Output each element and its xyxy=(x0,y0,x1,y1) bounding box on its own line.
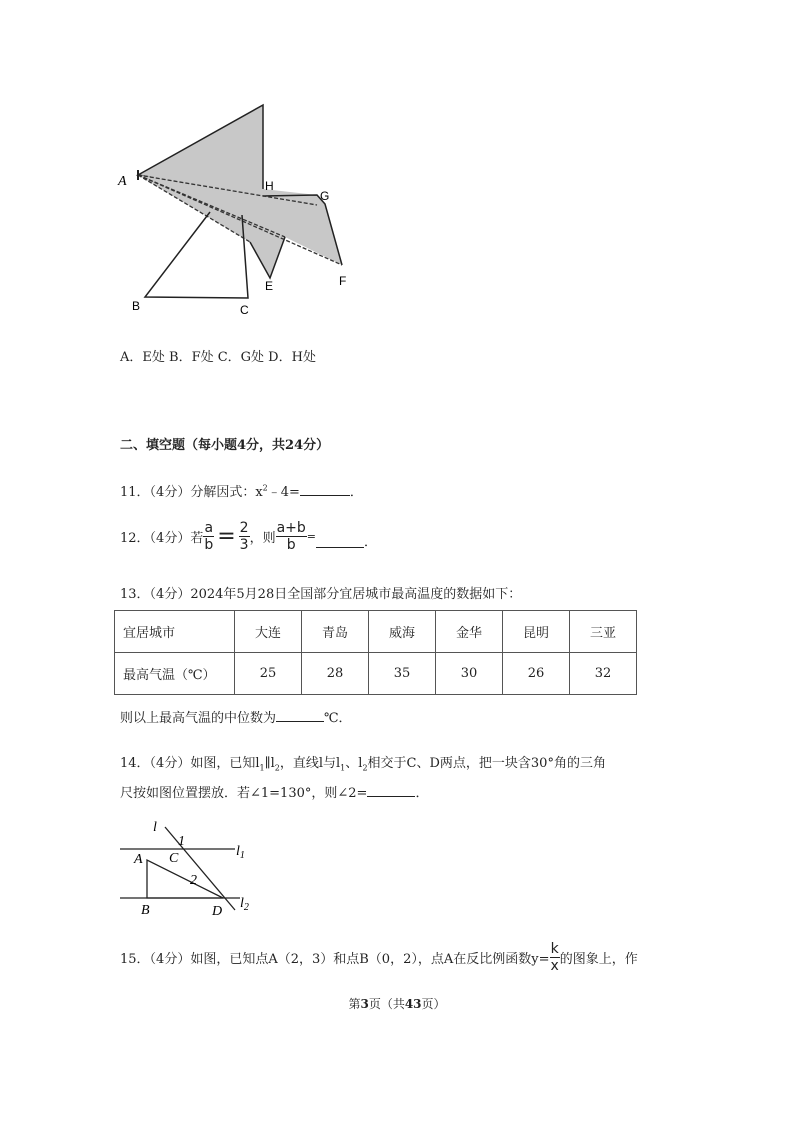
table-cell: 青岛 xyxy=(302,611,369,653)
triangle-ruler xyxy=(147,860,223,898)
label-D: D xyxy=(212,904,223,919)
temperature-table xyxy=(114,610,637,695)
q15-prefix: 15．（4分）如图，已知点A（2，3）和点B（0，2），点A在反比例函数y= xyxy=(120,952,550,967)
q12-prefix: 12．（4分）若 xyxy=(120,531,204,546)
label-A: A xyxy=(134,852,143,867)
table-cell: 35 xyxy=(369,653,436,695)
label-E: E xyxy=(265,279,274,293)
label-C: C xyxy=(240,303,249,317)
q14-line2 xyxy=(120,782,428,801)
l2-sub: 2 xyxy=(243,902,249,913)
q13-blank[interactable] xyxy=(276,709,324,722)
table-cell: 大连 xyxy=(235,611,302,653)
table-row xyxy=(115,611,637,653)
label-G: G xyxy=(320,189,330,203)
q11-end: ． xyxy=(349,485,363,500)
table-cell: 28 xyxy=(302,653,369,695)
label-B: B xyxy=(141,903,150,918)
frac-num: k xyxy=(550,941,559,957)
table-cell: 三亚 xyxy=(570,611,637,653)
q12-frac-ab-b xyxy=(276,520,307,553)
label-angle2: 2 xyxy=(190,873,197,888)
label-l2 xyxy=(240,896,249,913)
table-cell: 最高气温（℃） xyxy=(115,653,235,695)
q11-suffix: ﹣4= xyxy=(267,485,300,500)
footer-text: 页（共 xyxy=(368,997,405,1011)
parallel-lines-figure xyxy=(115,815,265,920)
q14-line1 xyxy=(120,752,606,773)
table-row xyxy=(115,653,637,695)
q14-text: 、l xyxy=(345,756,363,771)
q14-text: ∥l xyxy=(264,756,275,771)
q12-equals: = xyxy=(217,524,236,549)
q13-after-text: 则以上最高气温的中位数为 xyxy=(120,711,277,726)
frac-den: x xyxy=(550,958,559,974)
label-F: F xyxy=(339,274,347,288)
footer-total-pages: 43 xyxy=(404,997,422,1011)
label-A: A xyxy=(118,174,127,189)
frac-num: a xyxy=(204,520,214,536)
frac-num: a+b xyxy=(276,520,306,536)
table-cell: 32 xyxy=(570,653,637,695)
q11-blank[interactable] xyxy=(300,483,350,496)
table-cell: 威海 xyxy=(369,611,436,653)
q12-suffix: = xyxy=(306,530,317,543)
q14-text: ，直线l与l xyxy=(279,756,341,771)
q12-end: ． xyxy=(364,535,378,550)
q12-blank[interactable] xyxy=(316,535,364,548)
table-cell: 25 xyxy=(235,653,302,695)
frac-den: b xyxy=(204,537,214,553)
footer-text: 页） xyxy=(421,997,446,1011)
table-cell: 30 xyxy=(436,653,503,695)
frac-num: 2 xyxy=(239,520,249,536)
q15-frac-k-x xyxy=(549,941,559,974)
frac-den: 3 xyxy=(239,537,249,553)
q13-after xyxy=(120,707,352,726)
q13-unit: ℃． xyxy=(324,711,352,726)
l1-sub: 1 xyxy=(239,850,245,861)
l1-main: l xyxy=(236,844,240,859)
q14-sub: 2 xyxy=(274,763,280,773)
label-C: C xyxy=(169,851,179,866)
q14-blank[interactable] xyxy=(367,784,415,797)
label-l1 xyxy=(236,844,245,861)
table-cell: 宜居城市 xyxy=(115,611,235,653)
label-angle1: 1 xyxy=(178,834,185,849)
q12-frac-2-3 xyxy=(239,520,250,553)
table-cell: 26 xyxy=(503,653,570,695)
q15-suffix: 的图象上，作 xyxy=(559,952,638,967)
q14-sub: 1 xyxy=(259,763,265,773)
label-H: H xyxy=(265,179,274,193)
q13-text: 13．（4分）2024年5月28日全国部分宜居城市最高温度的数据如下： xyxy=(120,587,522,602)
footer-text: 第 xyxy=(348,997,361,1011)
label-B: B xyxy=(132,299,141,313)
label-l: l xyxy=(153,820,157,835)
q11-prefix: 11．（4分）分解因式：x xyxy=(120,485,263,500)
q14-end: ． xyxy=(415,786,429,801)
section2-title: 二、填空题（每小题4分，共24分） xyxy=(120,438,330,453)
q12 xyxy=(120,520,377,553)
q14-text: 相交于C、D两点，把一块含30°角的三角 xyxy=(367,756,606,771)
shaded-band xyxy=(138,175,342,278)
table-cell: 金华 xyxy=(436,611,503,653)
l2-main: l xyxy=(240,896,244,911)
q14-sub: 2 xyxy=(362,763,368,773)
q15 xyxy=(120,941,638,974)
q12-frac-a-b xyxy=(203,520,214,553)
frac-den: b xyxy=(286,537,296,553)
page-footer xyxy=(0,995,794,1012)
fold-figure xyxy=(110,100,370,325)
q10-options: A．E处 B．F处 C．G处 D．H处 xyxy=(120,350,316,365)
q11 xyxy=(120,481,363,500)
q11-sup: 2 xyxy=(262,483,268,493)
q14-sub: 1 xyxy=(340,763,346,773)
q14-text: 14．（4分）如图，已知l xyxy=(120,756,260,771)
q12-mid: ，则 xyxy=(249,531,276,546)
footer-page-number: 3 xyxy=(360,997,369,1011)
q14-text: 尺按如图位置摆放．若∠1=130°，则∠2= xyxy=(120,786,368,801)
table-cell: 昆明 xyxy=(503,611,570,653)
